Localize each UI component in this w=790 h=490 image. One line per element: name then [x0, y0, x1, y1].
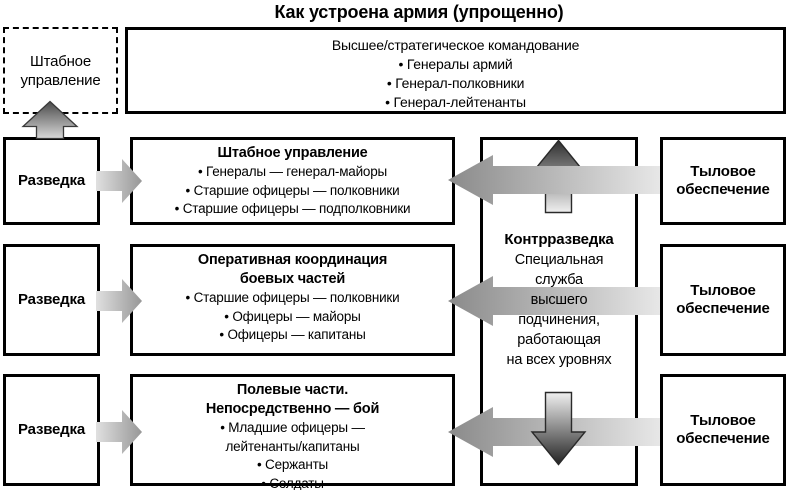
high-command-title: Высшее/стратегическое командование	[331, 37, 580, 53]
intel-flow-arrow-row2-icon	[96, 278, 143, 324]
counterintel-down-arrow-icon	[530, 391, 587, 466]
intel-flow-arrow-row3-icon	[96, 409, 143, 455]
counterintelligence-line: на всех уровнях	[506, 352, 612, 368]
box-item: • Генералы — генерал-майоры	[197, 164, 388, 179]
intel-label: Разведка	[18, 421, 85, 438]
box-item: • Младшие офицеры —	[220, 420, 365, 435]
intel-label: Разведка	[18, 291, 85, 308]
high-command-item: • Генерал-полковники	[386, 75, 525, 91]
box-item: • Сержанты	[256, 457, 329, 472]
counterintelligence-line: подчинения,	[518, 312, 600, 328]
logistics-label: Тыловое обеспечение	[676, 282, 770, 317]
staff-up-arrow-icon	[21, 100, 79, 140]
box-item: лейтенанты/капитаны	[225, 438, 360, 454]
operational-coordination-box	[130, 244, 455, 356]
intel-flow-arrow-row1-icon	[96, 158, 143, 204]
box-item: • Старшие офицеры — полковники	[185, 290, 400, 305]
box-item: • Старшие офицеры — подполковники	[174, 201, 411, 216]
box-title: Штабное управление	[217, 145, 368, 161]
logistics-box-row1	[660, 137, 786, 225]
counterintelligence-line: Специальная	[514, 252, 604, 268]
box-title: Полевые части.	[236, 382, 349, 398]
logistics-label: Тыловое обеспечение	[676, 163, 770, 198]
counterintelligence-title: Контрразведка	[504, 231, 614, 248]
box-item: • Старшие офицеры — полковники	[185, 182, 400, 198]
staff-dashed-label: Штабное управление	[20, 52, 101, 89]
intel-box-row2	[3, 244, 100, 356]
counterintelligence-line: работающая	[517, 332, 601, 348]
counterintelligence-text	[482, 230, 636, 370]
intel-label: Разведка	[18, 172, 85, 189]
high-command-box	[125, 27, 786, 114]
counterintelligence-line: высшего	[530, 292, 588, 308]
box-item: • Офицеры — майоры	[224, 308, 361, 324]
page-title: Как устроена армия (упрощенно)	[274, 2, 564, 22]
logistics-box-row2	[660, 244, 786, 356]
staff-management-box	[130, 137, 455, 225]
intel-box-row3	[3, 374, 100, 486]
logistics-box-row3	[660, 374, 786, 486]
box-title: Оперативная координация	[197, 252, 388, 268]
box-title: боевых частей	[239, 271, 346, 287]
box-item: • Офицеры — капитаны	[219, 327, 366, 342]
field-units-box	[130, 374, 455, 490]
high-command-item: • Генералы армий	[398, 56, 513, 72]
box-item: • Солдаты	[261, 475, 324, 490]
intel-box-row1	[3, 137, 100, 225]
counterintelligence-line: служба	[535, 272, 583, 288]
high-command-item: • Генерал-лейтенанты	[385, 94, 526, 110]
logistics-flow-arrow-row1-icon	[447, 152, 660, 208]
logistics-label: Тыловое обеспечение	[676, 412, 770, 447]
box-title: Непосредственно — бой	[205, 401, 380, 417]
